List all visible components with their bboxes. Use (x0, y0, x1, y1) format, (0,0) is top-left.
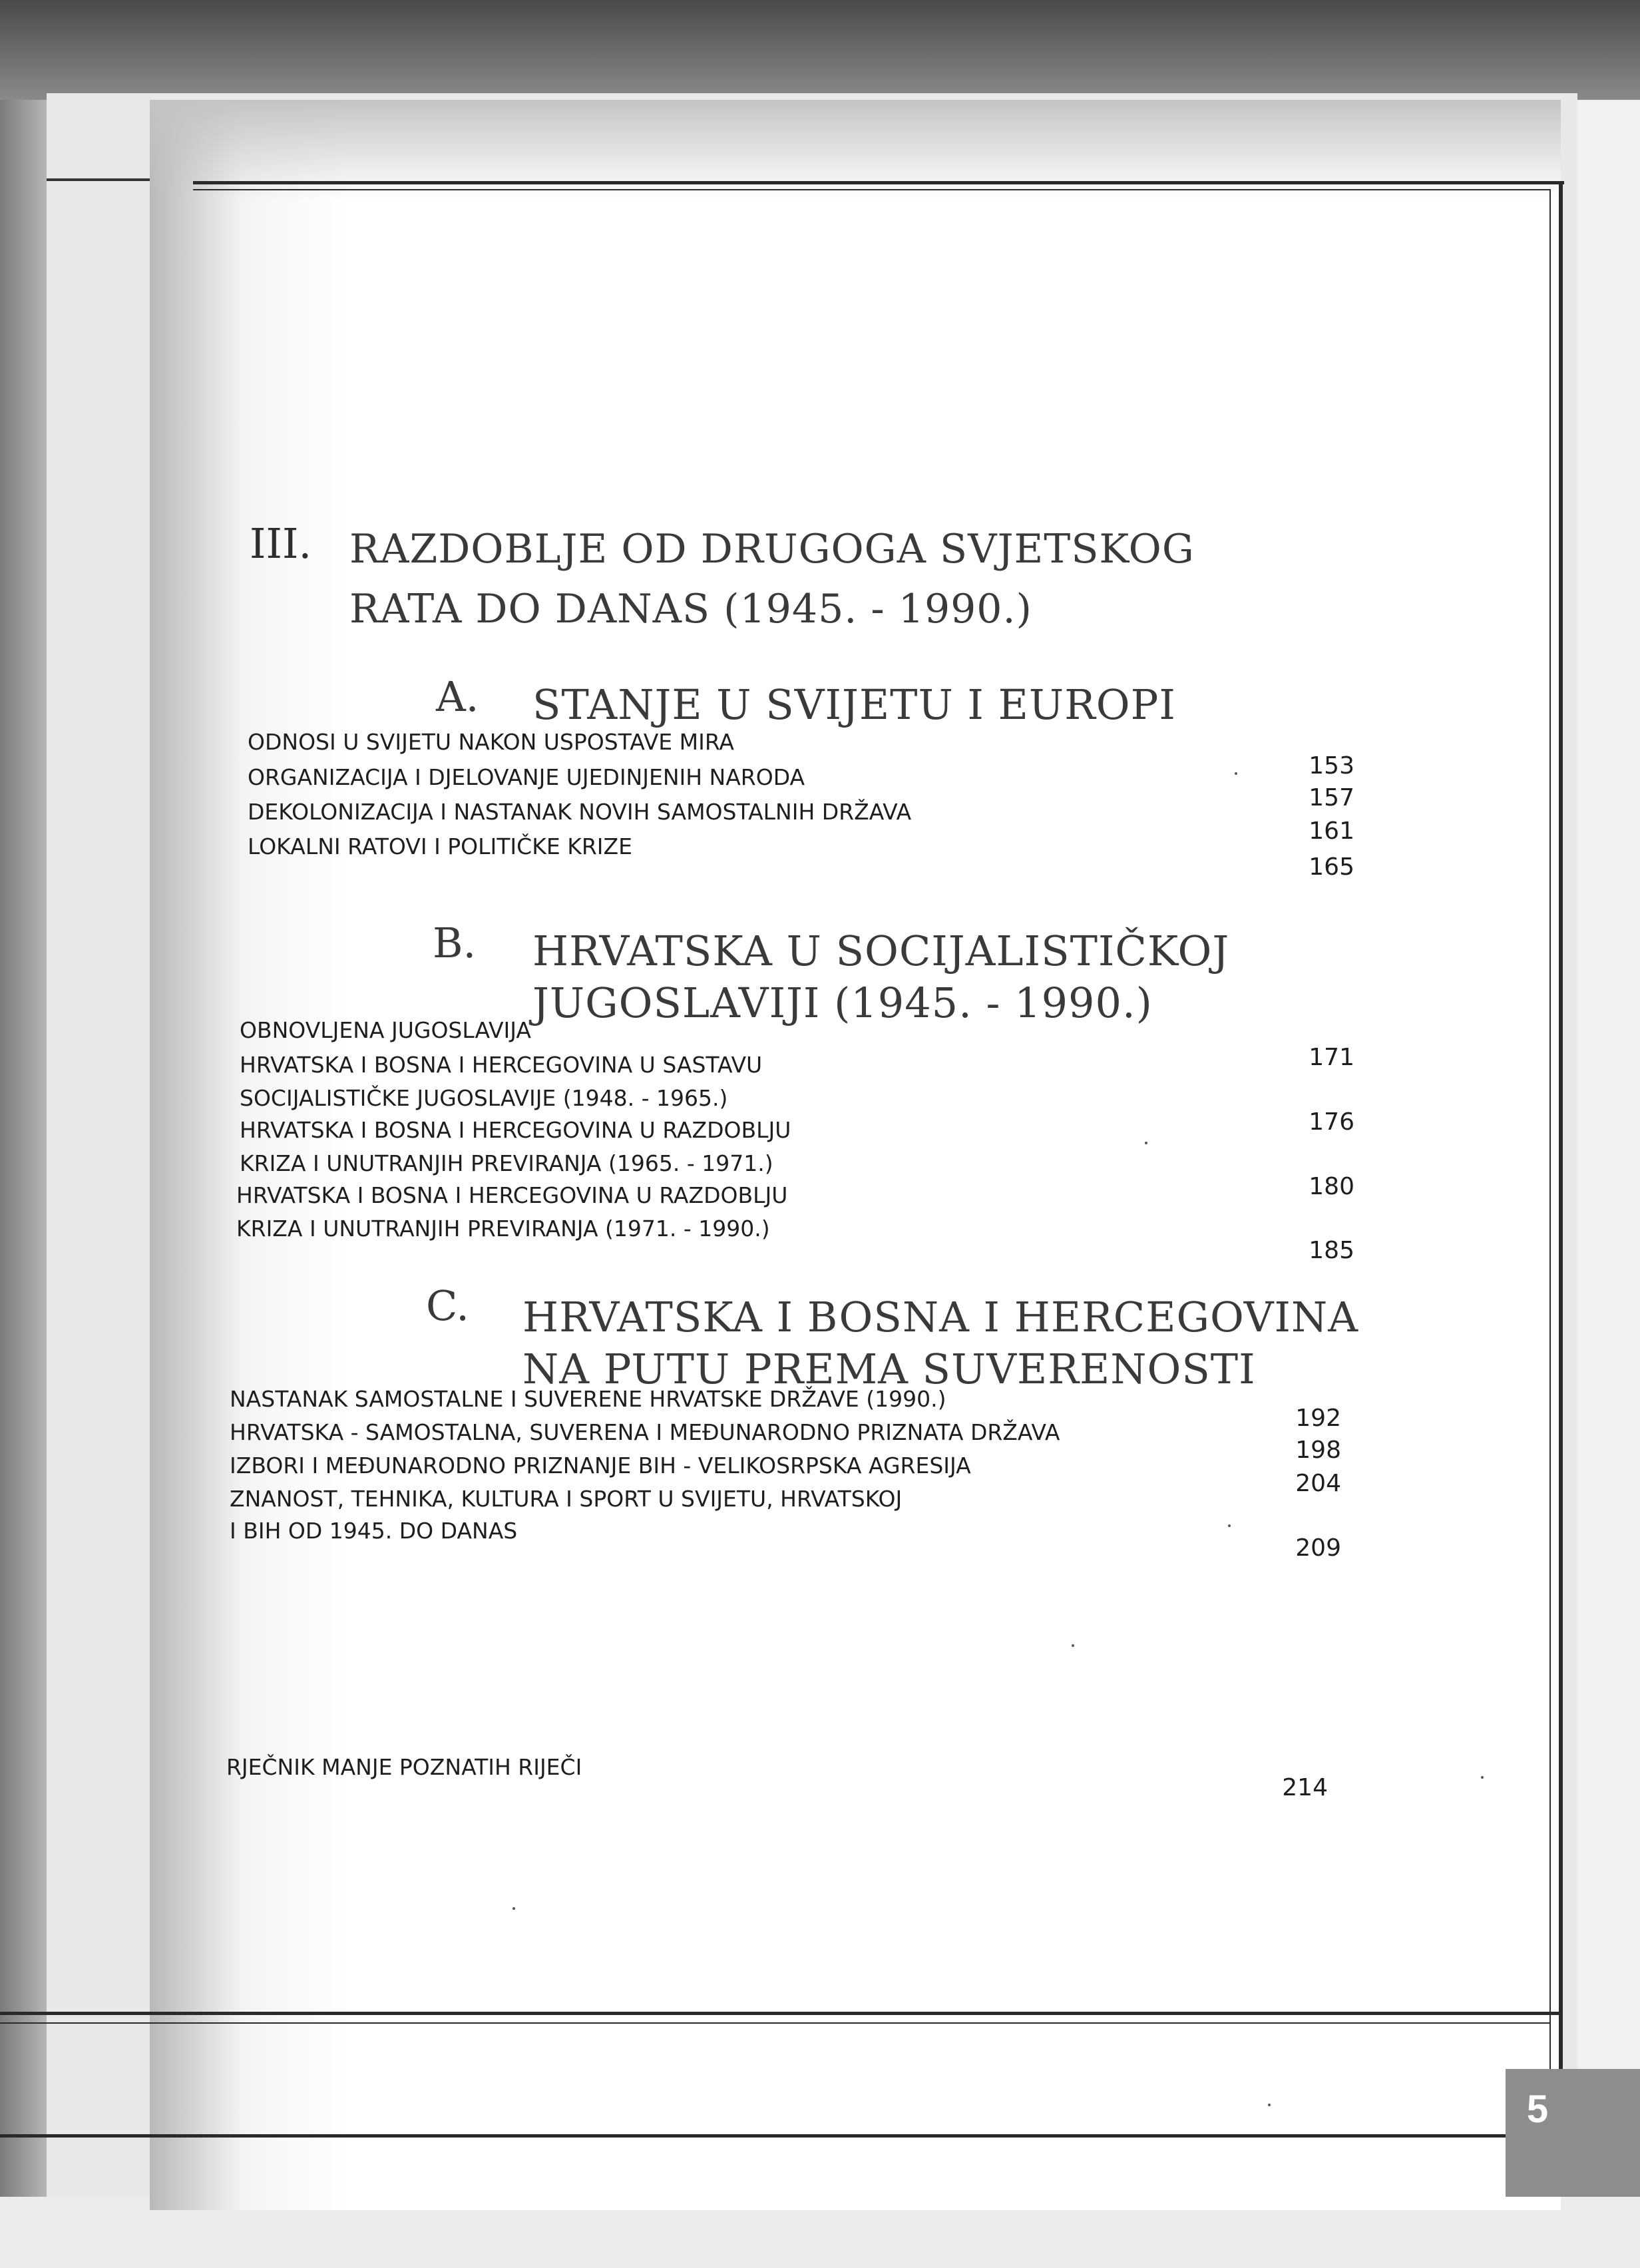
section-c-letter: C. (426, 1281, 469, 1330)
section-a-title: STANJE U SVIJETU I EUROPI (532, 680, 1176, 729)
page-ref: 204 (1295, 1470, 1341, 1497)
toc-entry: IZBORI I MEĐUNARODNO PRIZNANJE BIH - VELIKOSRPSKA AGRESIJA (230, 1453, 971, 1478)
toc-entry: LOKALNI RATOVI I POLITIČKE KRIZE (248, 833, 632, 859)
page-top-shadow (150, 100, 1561, 200)
scan-speck (1481, 1776, 1484, 1779)
page-ref: 209 (1295, 1534, 1341, 1562)
section-a-letter: A. (436, 672, 479, 721)
glossary-label: RJEČNIK MANJE POZNATIH RIJEČI (226, 1754, 582, 1780)
frame-top-rule-inner (193, 189, 1551, 190)
page-ref: 161 (1309, 817, 1354, 845)
page-ref: 171 (1309, 1044, 1354, 1071)
toc-entry: ORGANIZACIJA I DJELOVANJE UJEDINJENIH NARODA (248, 764, 805, 790)
page-ref: 192 (1295, 1405, 1341, 1432)
scan-speck (512, 1907, 515, 1910)
toc-entry: ZNANOST, TEHNIKA, KULTURA I SPORT U SVIJETU, HRVATSKOJ (230, 1486, 903, 1512)
section-c-title-line1: HRVATSKA I BOSNA I HERCEGOVINA (522, 1293, 1359, 1341)
scan-top-shadow (0, 0, 1640, 100)
toc-entry: NASTANAK SAMOSTALNE I SUVERENE HRVATSKE DRŽAVE (1990.) (230, 1386, 946, 1412)
section-c-title-line2: NA PUTU PREMA SUVERENOSTI (522, 1345, 1256, 1393)
frame-bottom-rule-inner (0, 2022, 1551, 2024)
glossary-page-ref: 214 (1282, 1774, 1328, 1801)
scan-left-shadow (0, 100, 47, 2197)
frame-top-rule (193, 181, 1564, 184)
page-ref: 180 (1309, 1173, 1354, 1200)
part-title-line1: RAZDOBLJE OD DRUGOGA SVJETSKOG (349, 526, 1195, 572)
toc-entry-continued: KRIZA I UNUTRANJIH PREVIRANJA (1965. - 1971.) (240, 1150, 773, 1176)
toc-entry: ODNOSI U SVIJETU NAKON USPOSTAVE MIRA (248, 729, 735, 755)
section-b-title-line2: JUGOSLAVIJI (1945. - 1990.) (532, 979, 1153, 1027)
scan-speck (1145, 1142, 1147, 1144)
toc-entry: HRVATSKA - SAMOSTALNA, SUVERENA I MEĐUNARODNO PRIZNATA DRŽAVA (230, 1419, 1060, 1445)
page-ref: 176 (1309, 1108, 1354, 1136)
toc-entry-continued: I BIH OD 1945. DO DANAS (230, 1518, 518, 1544)
section-b-title-line1: HRVATSKA U SOCIJALISTIČKOJ (532, 927, 1230, 975)
page-number: 5 (1526, 2088, 1549, 2131)
frame-footer-rule (0, 2134, 1561, 2138)
toc-entry: HRVATSKA I BOSNA I HERCEGOVINA U RAZDOBLJU (240, 1117, 791, 1143)
frame-right-rule-inner (1549, 190, 1551, 2132)
page-ref: 198 (1295, 1437, 1341, 1464)
part-number: III. (250, 519, 312, 568)
toc-entry-continued: KRIZA I UNUTRANJIH PREVIRANJA (1971. - 1990.) (236, 1216, 770, 1242)
toc-entry: HRVATSKA I BOSNA I HERCEGOVINA U SASTAVU (240, 1052, 763, 1078)
toc-entry: HRVATSKA I BOSNA I HERCEGOVINA U RAZDOBLJU (236, 1182, 788, 1208)
scan-speck (1235, 772, 1237, 775)
toc-entry: OBNOVLJENA JUGOSLAVIJA (240, 1017, 532, 1043)
page-ref: 157 (1309, 784, 1354, 811)
page-ref: 185 (1309, 1237, 1354, 1264)
toc-entry: DEKOLONIZACIJA I NASTANAK NOVIH SAMOSTALNIH DRŽAVA (248, 799, 912, 825)
scan-speck (1072, 1644, 1074, 1647)
scan-speck (1228, 1524, 1231, 1527)
page-ref: 153 (1309, 752, 1354, 780)
section-b-letter: B. (433, 919, 477, 967)
frame-right-rule (1559, 181, 1563, 2138)
frame-bottom-rule (0, 2012, 1561, 2015)
scan-speck (1268, 2104, 1271, 2106)
toc-entry-continued: SOCIJALISTIČKE JUGOSLAVIJE (1948. - 1965.) (240, 1085, 728, 1111)
part-title-line2: RATA DO DANAS (1945. - 1990.) (349, 586, 1032, 632)
page-ref: 165 (1309, 853, 1354, 881)
